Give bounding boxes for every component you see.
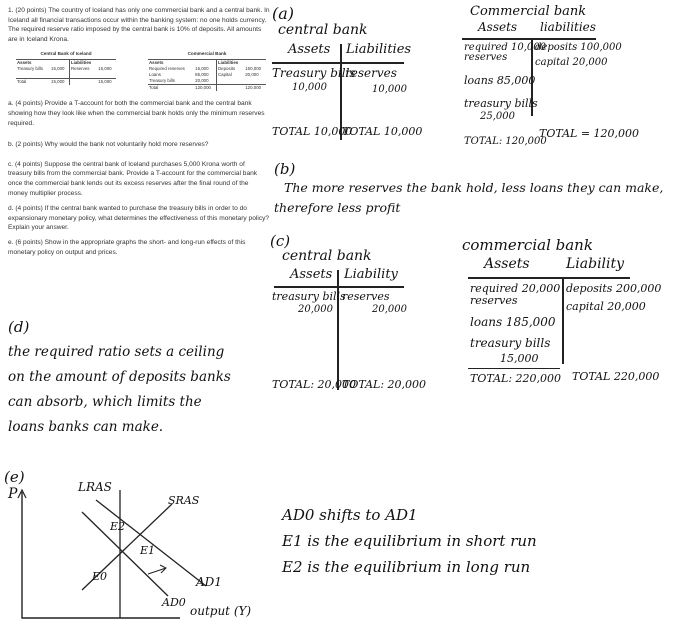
cb-table (16, 49, 116, 85)
cb-assets-head: Assets (17, 59, 32, 65)
a-com-assets: Assets (478, 20, 518, 34)
table-row: Total 15,000 15,000 (16, 78, 116, 85)
balance-tables (8, 49, 270, 89)
cb-table-title: Central Bank of Iceland (40, 51, 92, 57)
c-com-req: required 20,000 (470, 282, 561, 295)
t-account-vline (337, 270, 339, 390)
t-account-hline (462, 38, 596, 40)
answer-d-line: on the amount of deposits banks (8, 369, 231, 385)
t-account-hline (468, 277, 630, 279)
answer-a-label: (a) (272, 4, 295, 23)
a-com-loans: loans 85,000 (464, 74, 536, 87)
a-com-liabs: liabilities (540, 20, 596, 34)
c-central-liab-item: reserves (342, 290, 390, 303)
table-row: Total 120,000 120,000 (148, 84, 266, 91)
t-account-hline (274, 286, 404, 288)
answer-e-text (282, 502, 692, 580)
a-com-req2: reserves (464, 52, 508, 63)
c-central-liabs: Liability (344, 267, 398, 282)
a-com-tb-val: 25,000 (480, 111, 515, 122)
c-central-asset-item: treasury bills (272, 290, 346, 303)
part-e: e. (6 points) Show in the appropriate graphs the short- and long-run effects of this monetary policy on output and prices. (8, 238, 246, 256)
a-com-total-left: TOTAL: 120,000 (464, 136, 547, 147)
a-central-total-left: TOTAL 10,000 (272, 125, 353, 138)
com-table: Commercial Bank Assets Liabilities Required reserves 15,000 Deposits 150,000 Loans 85,000 Capital 20,000 Treasury bills 20,000 Total 120,000 120,000 (148, 49, 266, 91)
a-com-deposits: deposits 100,000 (535, 42, 622, 53)
answer-e-line: AD0 shifts to AD1 (282, 506, 418, 524)
answer-e-line: E2 is the equilibrium in long run (282, 558, 531, 576)
t-account-vline (562, 278, 564, 364)
graph-e2-label: E2 (110, 520, 126, 533)
a-central-asset-item: Treasury bills (272, 66, 356, 80)
part-a: a. (4 points) Provide a T-account for both the commercial bank and the central bank showing how they look like when the commercial bank holds only the minimum reserves required. (8, 100, 265, 127)
part-d: d. (4 points) If the central bank wanted to purchase the treasury bills in order to do expansionary monetary policy, what determines the effectiveness of this monetary policy? Explain your answer. (8, 205, 270, 232)
c-central-liab-val: 20,000 (372, 304, 407, 315)
answer-e-line: E1 is the equilibrium in short run (282, 532, 537, 550)
c-central-total-left: TOTAL: 20,000 (272, 378, 357, 391)
a-central-liab-item: reserves (345, 66, 397, 80)
a-com-tb: treasury bills (464, 97, 538, 110)
c-com-total-right: TOTAL 220,000 (572, 370, 660, 383)
table-row: Required reserves 15,000 Deposits 150,000 (149, 65, 262, 71)
cb-liab-head: Liabilities (69, 59, 97, 66)
c-com-req2: reserves (470, 294, 518, 307)
a-com-req: required 10,000 (464, 42, 547, 53)
graph-ad0-label: AD0 (162, 596, 186, 609)
com-table-title: Commercial Bank (187, 51, 227, 57)
table-row: Loans 85,000 Capital 20,000 (149, 71, 259, 77)
a-central-asset-val: 10,000 (292, 82, 327, 93)
a-central-liabs: Liabilities (346, 42, 412, 57)
part-c: c. (4 points) Suppose the central bank of Iceland purchases 5,000 Krona worth of treasury bills from the commercial bank. Provide a T-account for the commercial bank once the commercial bank lends out its excess reserves after the final round of the money multiplier process. (8, 160, 258, 197)
a-central-title: central bank (278, 22, 368, 38)
table-row: Treasury bills 15,000 Reserves 15,000 (17, 65, 112, 71)
c-com-assets: Assets (484, 256, 530, 272)
a-com-title: Commercial bank (470, 4, 587, 19)
c-central-assets: Assets (290, 267, 333, 282)
c-com-tb-val: 15,000 (500, 352, 539, 365)
graph-e0-label: E0 (92, 570, 108, 583)
c-com-deposits: deposits 200,000 (566, 282, 662, 295)
c-com-tb: treasury bills (470, 336, 551, 350)
graph-sras-label: SRAS (168, 494, 200, 507)
answer-d-line: can absorb, which limits the (8, 394, 202, 410)
a-central-total-right: TOTAL 10,000 (342, 125, 423, 138)
c-com-loans: loans 185,000 (470, 315, 556, 329)
answer-b-text-1: The more reserves the bank hold, less loans they can make, (284, 180, 664, 195)
graph-lras-label: LRAS (78, 480, 112, 494)
c-com-title: commercial bank (462, 236, 593, 254)
a-central-assets: Assets (288, 42, 331, 57)
answer-d-line: loans banks can make. (8, 419, 164, 435)
part-b: b. (2 points) Why would the bank not voluntarily hold more reserves? (8, 141, 209, 149)
c-com-total-left: TOTAL: 220,000 (470, 372, 562, 385)
c-com-liabs: Liability (566, 256, 625, 272)
answer-b-text-2: therefore less profit (274, 200, 401, 215)
graph-output-label: output (Y) (190, 604, 252, 618)
shift-arrow-icon (148, 565, 166, 574)
t-account-hline (272, 62, 404, 64)
graph-ad1-label: AD1 (196, 575, 222, 589)
c-com-capital: capital 20,000 (566, 300, 646, 313)
graph-p-label: P (8, 486, 18, 502)
answer-c-label: (c) (270, 232, 291, 250)
answer-b-label: (b) (274, 160, 296, 178)
answer-d-label: (d) (8, 318, 30, 336)
table-row: Treasury bills 20,000 (148, 78, 266, 85)
a-com-total-right: TOTAL = 120,000 (539, 127, 640, 140)
answer-e-label: (e) (4, 468, 25, 486)
c-central-asset-val: 20,000 (298, 304, 333, 315)
c-central-total-right: TOTAL: 20,000 (342, 378, 427, 391)
graph-e1-label: E1 (140, 544, 156, 557)
graph-axes (22, 492, 180, 618)
answer-d-text (8, 340, 270, 440)
a-com-capital: capital 20,000 (535, 57, 608, 68)
question-intro: 1. (20 points) The country of Iceland has only one commercial bank and a central bank. In Iceland all financial transactions occur within the banking system: no one holds currency. The required reserve ratio imposed by the central bank is 10% of deposits. All amounts are in Iceland Krona. (8, 7, 270, 43)
answer-d-line: the required ratio sets a ceiling (8, 344, 225, 360)
question-block (8, 6, 270, 262)
c-central-title: central bank (282, 248, 372, 264)
total-underline (468, 368, 560, 369)
a-central-liab-val: 10,000 (372, 84, 407, 95)
